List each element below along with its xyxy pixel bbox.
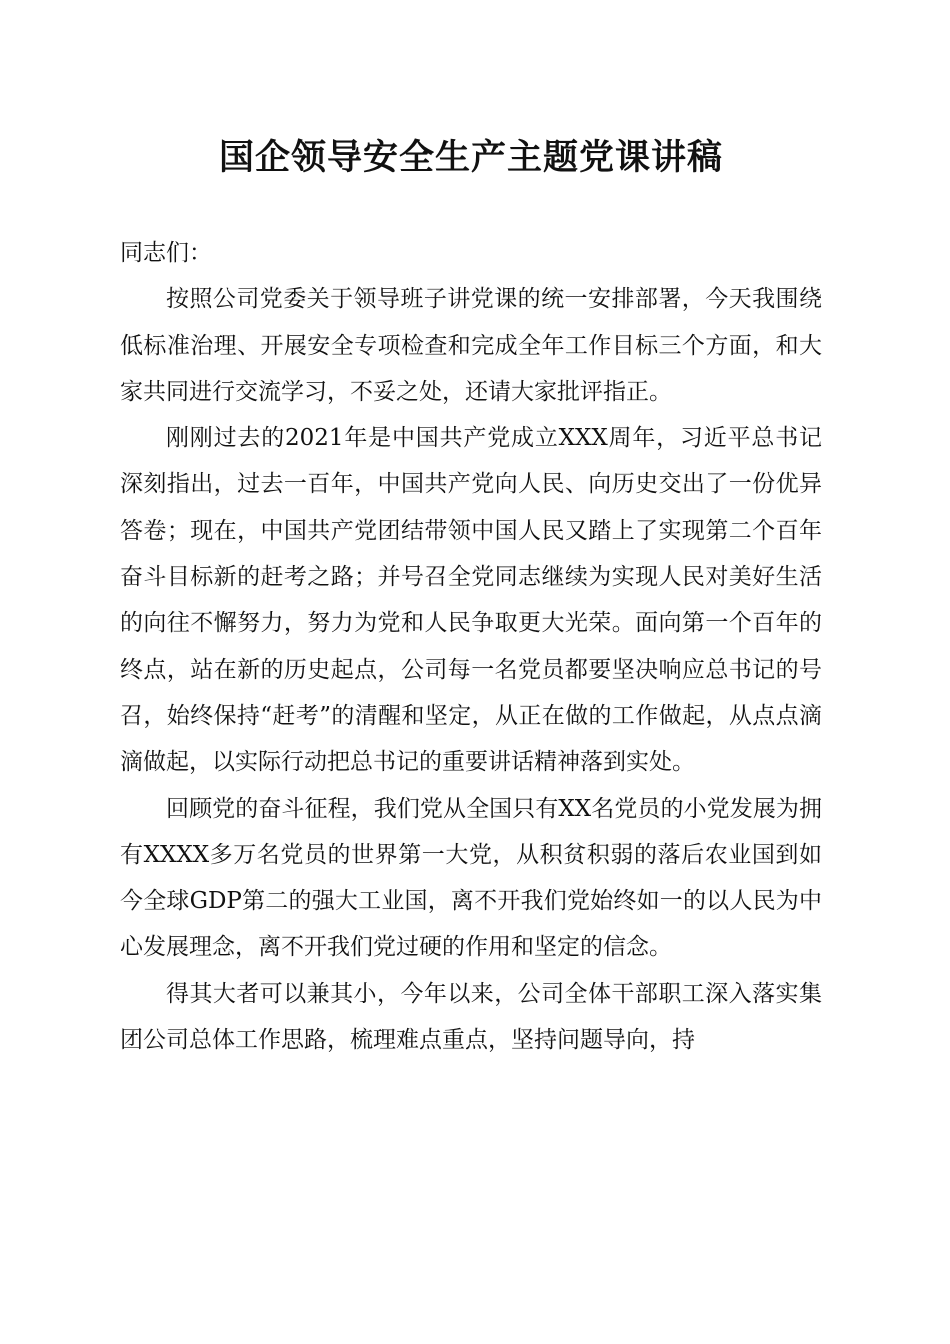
salutation: 同志们： <box>120 240 212 266</box>
document-body <box>120 230 822 1063</box>
paragraph-2: 刚刚过去的2021年是中国共产党成立XXX周年，习近平总书记深刻指出，过去一百年，中国共产党向人民、向历史交出了一份优异答卷；现在，中国共产党团结带领中国人民又踏上了实现第二个百年奋斗目标新的赶考之路；并号召全党同志继续为实现人民对美好生活的向往不懈努力，努力为党和人民争取更大光荣。面向第一个百年的终点，站在新的历史起点，公司每一名党员都要坚决响应总书记的号召，始终保持“赶考”的清醒和坚定，从正在做的工作做起，从点点滴滴做起，以实际行动把总书记的重要讲话精神落到实处。 <box>120 425 822 776</box>
paragraph-1: 按照公司党委关于领导班子讲党课的统一安排部署，今天我围绕低标准治理、开展安全专项检查和完成全年工作目标三个方面，和大家共同进行交流学习，不妥之处，还请大家批评指正。 <box>120 286 822 405</box>
paragraph-3: 回顾党的奋斗征程，我们党从全国只有XX名党员的小党发展为拥有XXXX多万名党员的世界第一大党，从积贫积弱的落后农业国到如今全球GDP第二的强大工业国，离不开我们党始终如一的以人民为中心发展理念，离不开我们党过硬的作用和坚定的信念。 <box>120 795 822 961</box>
document-title: 国企领导安全生产主题党课讲稿 <box>218 137 723 178</box>
paragraph-4: 得其大者可以兼其小，今年以来，公司全体干部职工深入落实集团公司总体工作思路，梳理难点重点，坚持问题导向，持 <box>120 980 822 1054</box>
